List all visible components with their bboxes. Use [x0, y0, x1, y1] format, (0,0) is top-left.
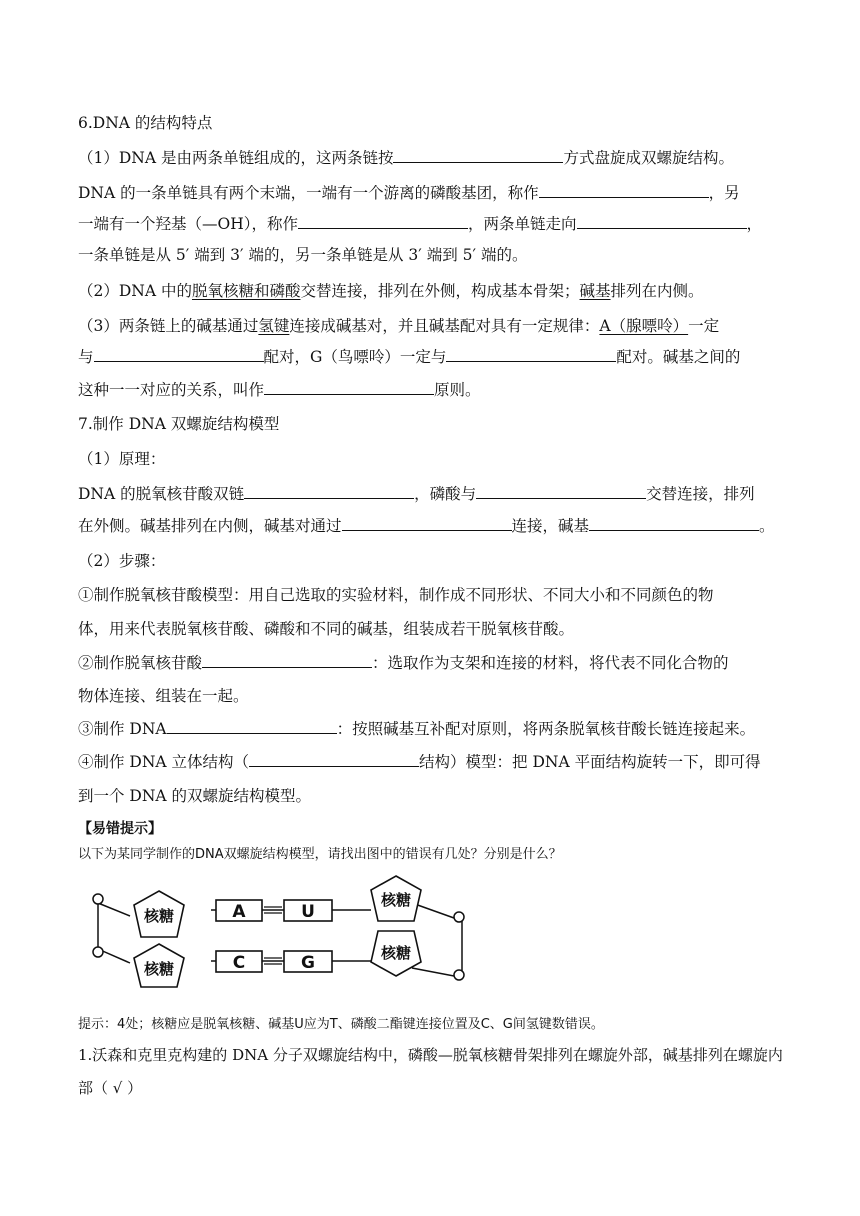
base-label-g: G: [301, 953, 315, 973]
text: （1）DNA 是由两条单链组成的，这两条链按: [78, 149, 394, 167]
blank[interactable]: [589, 516, 759, 531]
text: ，两条单链走向: [467, 215, 577, 233]
s7-steps: （2）步骤：: [78, 552, 166, 570]
blank[interactable]: [167, 719, 337, 734]
sugar-label: 核糖: [143, 907, 175, 925]
judge-line-1: 1.沃森和克里克构建的 DNA 分子双螺旋结构中，磷酸—脱氧核糖骨架排列在螺旋外部，碱基排列在螺旋内: [78, 1046, 783, 1064]
phosphate-circle: [454, 970, 464, 980]
blank[interactable]: [476, 484, 646, 499]
text: （2）DNA 中的: [78, 282, 192, 300]
step-2-b: 物体连接、组装在一起。: [78, 687, 249, 705]
step-4-b: 到一个 DNA 的双螺旋结构模型。: [78, 787, 312, 805]
s7-principle: （1）原理：: [78, 450, 166, 468]
sugar-label: 核糖: [143, 960, 175, 978]
text: 一定: [688, 317, 720, 335]
blank[interactable]: [264, 380, 434, 395]
dna-model-diagram: [84, 873, 484, 988]
text: DNA 的脱氧核苷酸双链: [78, 485, 245, 503]
text: 交替连接，排列: [646, 485, 755, 503]
text: 交替连接，排列在外侧，构成基本骨架；: [300, 282, 580, 300]
blank[interactable]: [446, 347, 616, 362]
sugar-label: 核糖: [380, 944, 412, 962]
text: 原则。: [434, 381, 481, 399]
text: 配对。碱基之间的: [616, 348, 741, 366]
step-1-b: 体，用来代表脱氧核苷酸、磷酸和不同的碱基，组装成若干脱氧核苷酸。: [78, 620, 575, 638]
underlined-answer: 脱氧核糖和磷酸: [191, 282, 301, 300]
s6-line-2: [78, 183, 740, 203]
step-2-a: [78, 653, 729, 673]
text: ：选取作为支架和连接的材料，将代表不同化合物的: [372, 654, 729, 672]
blank[interactable]: [393, 148, 563, 163]
tip-question: 以下为某同学制作的DNA双螺旋结构模型，请找出图中的错误有几处？分别是什么？: [78, 847, 562, 862]
s6-line-5: [78, 281, 704, 301]
text: 这种一一对应的关系，叫作: [78, 381, 265, 399]
text: ②制作脱氧核苷酸: [78, 654, 203, 672]
s6-line-1: [78, 148, 734, 168]
blank[interactable]: [202, 653, 372, 668]
text: 连接，碱基: [511, 517, 590, 535]
s6-line-3: [78, 214, 762, 234]
text: ，另: [708, 184, 740, 202]
text: （3）两条链上的碱基通过: [78, 317, 259, 335]
text: 方式盘旋成双螺旋结构。: [563, 149, 734, 167]
text: 排列在内侧。: [610, 282, 704, 300]
text: DNA 的一条单链具有两个末端，一端有一个游离的磷酸基团，称作: [78, 184, 539, 202]
sugar-label: 核糖: [380, 891, 412, 909]
blank[interactable]: [577, 214, 747, 229]
text: ，: [746, 215, 763, 233]
text: ，磷酸与: [414, 485, 477, 503]
text: 一端有一个羟基（—OH），称作: [78, 215, 298, 233]
text: 。: [759, 517, 775, 535]
phosphate-circle: [93, 947, 103, 957]
tip-heading: 【易错提示】: [78, 821, 162, 837]
blank[interactable]: [298, 214, 468, 229]
underlined-answer: 氢键: [258, 317, 290, 335]
s7-line-2: [78, 516, 775, 536]
text: 配对，G（鸟嘌呤）一定与: [263, 348, 447, 366]
blank[interactable]: [244, 484, 414, 499]
base-label-u: U: [301, 902, 315, 922]
section-6-title: 6.DNA 的结构特点: [78, 114, 213, 132]
base-label-c: C: [232, 953, 246, 973]
s6-line-4: 一条单链是从 5′ 端到 3′ 端的，另一条单链是从 3′ 端到 5′ 端的。: [78, 246, 528, 264]
s6-line-6: [78, 316, 719, 336]
underlined-answer: A（腺嘌呤）: [599, 317, 689, 335]
s6-line-8: [78, 380, 481, 400]
text: 连接成碱基对，并且碱基配对具有一定规律：: [289, 317, 600, 335]
phosphate-circle: [93, 894, 103, 904]
text: 在外侧。碱基排列在内侧，碱基对通过: [78, 517, 342, 535]
blank[interactable]: [342, 516, 512, 531]
blank[interactable]: [94, 347, 264, 362]
underlined-answer: 碱基: [579, 282, 611, 300]
blank[interactable]: [539, 183, 709, 198]
text: 结构）模型：把 DNA 平面结构旋转一下，即可得: [419, 753, 761, 771]
blank[interactable]: [249, 752, 419, 767]
phosphate-circle: [454, 912, 464, 922]
text: ：按照碱基互补配对原则，将两条脱氧核苷酸长链连接起来。: [336, 720, 756, 738]
judge-line-2: 部（ √ ）: [78, 1079, 143, 1097]
step-1-a: ①制作脱氧核苷酸模型：用自己选取的实验材料，制作成不同形状、不同大小和不同颜色的物: [78, 586, 714, 604]
tip-answer: 提示：4处；核糖应是脱氧核糖、碱基U应为T、磷酸二酯键连接位置及C、G间氢键数错误。: [78, 1017, 604, 1032]
s6-line-7: [78, 347, 740, 367]
step-3: [78, 719, 755, 739]
step-4-a: [78, 752, 761, 772]
text: 与: [78, 348, 94, 366]
base-label-a: A: [232, 902, 246, 922]
s7-line-1: [78, 484, 755, 504]
section-7-title: 7.制作 DNA 双螺旋结构模型: [78, 415, 280, 433]
text: ④制作 DNA 立体结构（: [78, 753, 250, 771]
text: ③制作 DNA: [78, 720, 167, 738]
